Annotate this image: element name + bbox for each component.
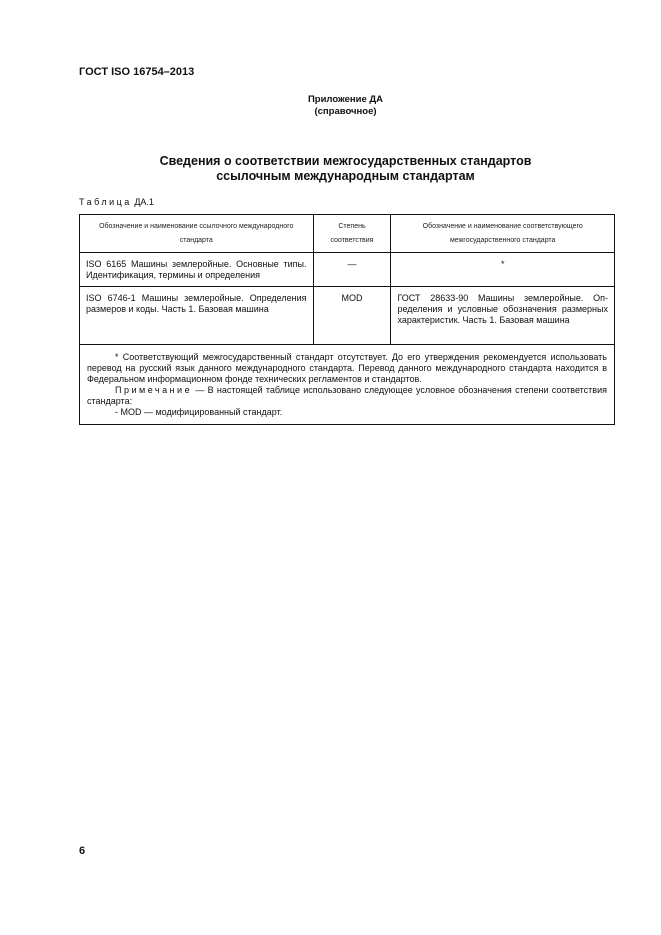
annex-heading <box>0 94 661 118</box>
table-header-row <box>80 215 615 253</box>
table-row <box>80 253 615 287</box>
note-label: Примечание <box>115 385 193 395</box>
cell-national-standard: * <box>391 253 615 287</box>
note-text: — В настоящей таблице использовано следующее условное обозначения степени соответствия стандарта: <box>87 385 607 406</box>
cell-degree: — <box>313 253 391 287</box>
page-number: 6 <box>79 845 86 857</box>
annex-title: Приложение ДА <box>307 94 384 105</box>
table-row <box>80 287 615 345</box>
table-label-word: Таблица <box>79 197 132 207</box>
table-label-number: ДА.1 <box>134 197 154 207</box>
column-header-degree: Степень соответствия <box>313 215 391 253</box>
cell-degree: MOD <box>313 287 391 345</box>
correspondence-table <box>79 214 615 425</box>
document-code: ГОСТ ISO 16754–2013 <box>79 66 195 78</box>
annex-subtitle: (справочное) <box>314 106 377 117</box>
table-notes-row <box>80 345 615 425</box>
table-notes <box>80 345 615 425</box>
cell-reference-standard: ISO 6165 Машины землеройные. Основные типы. Идентификация, термины и определения <box>80 253 314 287</box>
column-header-reference-standard: Обозначение и наименование ссылочного международного стандарта <box>80 215 314 253</box>
section-heading <box>0 154 661 184</box>
section-heading-line-2: ссылочным международным стандартам <box>216 169 475 183</box>
column-header-national-standard: Обозначение и наименование соответствующего межгосударственного стандарта <box>391 215 615 253</box>
note-item: - MOD — модифицированный стандарт. <box>115 407 283 417</box>
cell-national-standard: ГОСТ 28633-90 Машины землеройные. Определения и условные обозначения размерных характеристик. Часть 1. Базовая машина <box>391 287 615 345</box>
footnote: * Соответствующий межгосударственный стандарт отсутствует. До его утверждения рекомендуется использовать перевод на русский язык данного международного стандарта. Перевод данного международного стандарта находится в Федеральном информационном фонде технических регламентов и стандартов. <box>87 352 607 384</box>
section-heading-line-1: Сведения о соответствии межгосударственных стандартов <box>159 154 532 168</box>
cell-reference-standard: ISO 6746-1 Машины землеройные. Определения размеров и коды. Часть 1. Базовая машина <box>80 287 314 345</box>
note <box>87 385 607 407</box>
table-label <box>79 197 154 207</box>
